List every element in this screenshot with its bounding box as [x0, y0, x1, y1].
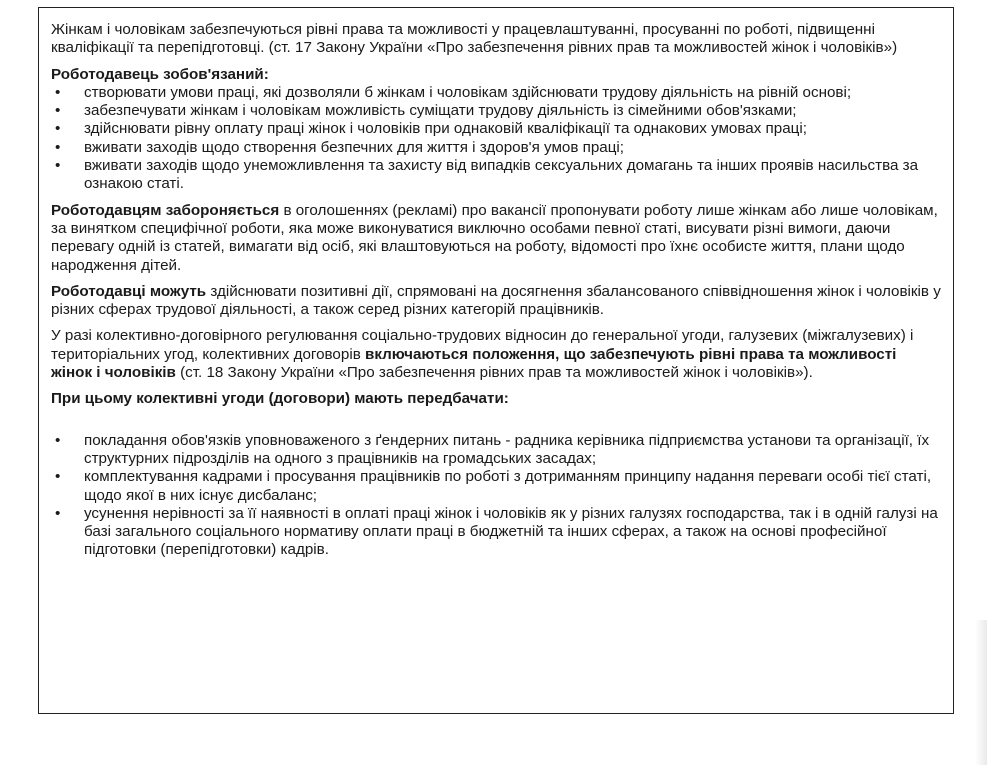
- paragraph-employer-forbidden: Роботодавцям забороняється в оголошеннях (рекламі) про вакансії пропонувати роботу лише жінкам або лише чоловікам, за винятком специфічної роботи, яка може виконуватися виключно особами певної статі, висувати різні вимоги, даючи перевагу одній із статей, вимагати від осіб, які влаштовуються на роботу, відомості про їхнє особисте життя, плани щодо народження дітей.: [51, 201, 938, 274]
- paragraph-collective-regulation: У разі колективно-договірного регулювання соціально-трудових відносин до генеральної угоди, галузевих (міжгалузевих) і територіальних угод, колективних договорів включаються положення, що забезпечують рівні права та можливості жінок і чоловіків (ст. 18 Закону України «Про забезпечення рівних прав та можливостей жінок і чоловіків»).: [51, 327, 914, 382]
- list-item: • усунення нерівності за її наявності в оплаті праці жінок і чоловіків як у різних галузях господарства, так і в одній галузі на базі загального соціального нормативу оплати праці в бюджетній та інших сферах, а також на основі професійної підготовки (перепідготовки) кадрів.: [55, 504, 938, 559]
- list-item: • комплектування кадрами і просування працівників по роботі з дотриманням принципу надання переваги особі тієї статі, щодо якої в них існує дисбаланс;: [55, 468, 932, 504]
- employer-obligations-list: [51, 84, 941, 194]
- bullet-icon: •: [55, 157, 61, 175]
- forbidden-lead: Роботодавцям забороняється: [51, 201, 280, 219]
- collective-agreements-heading: При цьому колективні угоди (договори) мають передбачати:: [51, 390, 509, 408]
- bullet-icon: •: [55, 102, 61, 120]
- bullet-icon: •: [55, 83, 61, 101]
- list-item: • вживати заходів щодо створення безпечних для життя і здоров'я умов праці;: [55, 138, 625, 156]
- collective-emphasis: включаються положення, що забезпечують рівні права та можливості жінок і чоловіків: [51, 345, 897, 382]
- paragraph-employer-can: Роботодавці можуть здійснювати позитивні дії, спрямовані на досягнення збалансованого співвідношення жінок і чоловіків у різних сферах трудової діяльності, а також серед різних категорій працівників.: [51, 282, 941, 319]
- bullet-icon: •: [55, 431, 61, 449]
- bullet-icon: •: [55, 120, 61, 138]
- bullet-icon: •: [55, 138, 61, 156]
- list-item: • покладання обов'язків уповноваженого з ґендерних питань - радника керівника підприємства установи та організації, їх структурних підрозділів на одного з працівників на громадських засадах;: [55, 431, 930, 467]
- paragraph-equal-rights: Жінкам і чоловікам забезпечуються рівні права та можливості у працевлаштуванні, просуванні по роботі, підвищенні кваліфікації та перепідготовці. (ст. 17 Закону України «Про забезпечення рівних прав та можливостей жінок і чоловіків»): [51, 21, 898, 57]
- employer-obligations-heading: Роботодавець зобов'язаний:: [51, 65, 269, 83]
- bullet-icon: •: [55, 504, 61, 522]
- list-item: • вживати заходів щодо унеможливлення та захисту від випадків сексуальних домагань та інших проявів насильства за ознакою статі.: [55, 157, 919, 193]
- list-item: • здійснювати рівну оплату праці жінок і чоловіків при однаковій кваліфікації та однакових умовах праці;: [55, 120, 807, 138]
- bullet-icon: •: [55, 468, 61, 486]
- list-item: • створювати умови праці, які дозволяли б жінкам і чоловікам здійснювати трудову діяльність на рівній основі;: [55, 83, 852, 101]
- collective-agreements-list: [51, 432, 941, 560]
- page-edge-shadow: [975, 620, 987, 765]
- can-lead: Роботодавці можуть: [51, 282, 207, 300]
- document-frame: [38, 7, 954, 714]
- list-item: • забезпечувати жінкам і чоловікам можливість суміщати трудову діяльність із сімейними обов'язками;: [55, 102, 797, 120]
